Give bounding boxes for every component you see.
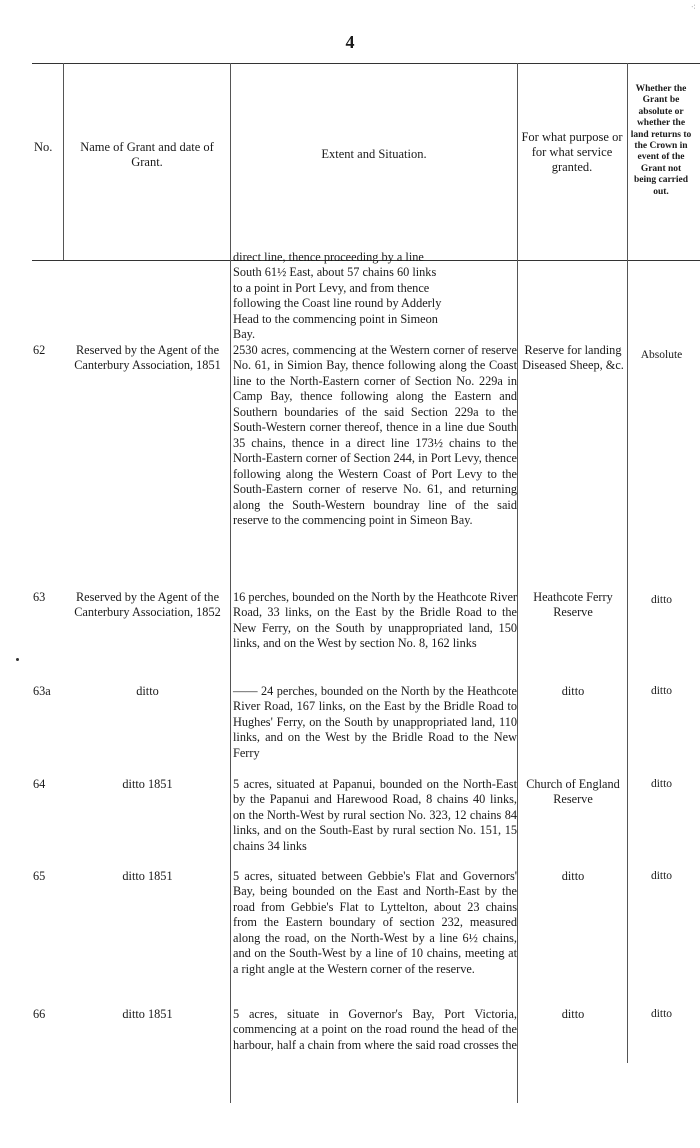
row-no: 63a: [33, 684, 51, 698]
row-extent: 5 acres, situated at Papanui, bounded on the North-East by the Papanui and Harewood Road, 8 chains 40 links, on the North-West by rural section No. 323, 12 chains 84 links, and on the South-East by rural section No. 151, 15 chains 34 links: [233, 777, 517, 853]
row-no: 63: [33, 590, 46, 604]
row-name: ditto 1851: [122, 1007, 173, 1021]
header-name: Name of Grant and date of Grant.: [80, 140, 214, 169]
column-divider: [63, 63, 64, 260]
row-purpose: Reserve for landing Diseased Sheep, &c.: [522, 343, 624, 373]
page-number: 4: [345, 32, 355, 52]
row-purpose: ditto: [561, 869, 585, 883]
column-divider: [230, 63, 231, 1103]
row-purpose: Heathcote Ferry Reserve: [533, 590, 613, 620]
stray-ink-dot: [16, 658, 19, 661]
column-divider: [627, 63, 628, 1063]
row-absolute: Absolute: [640, 349, 683, 361]
row-extent: 5 acres, situated between Gebbie's Flat and Governors' Bay, being bounded on the East and North-East by the road from Gebbie's Flat to Lyttelton, about 23 chains from the Eastern boundary of section 232, measured along the road, on the North-West by a line 6½ chains, and on the South-West by a line of 10 chains, meeting at a right angle at the Western corner of the reserve.: [233, 869, 517, 976]
continuation-line: South 61½ East, about 57 chains 60 links: [233, 265, 437, 280]
continuation-line: following the Coast line round by Adderly: [233, 296, 442, 311]
row-absolute: ditto: [650, 778, 673, 790]
row-name: ditto: [136, 684, 159, 698]
row-name: ditto 1851: [122, 777, 173, 791]
row-extent: —— 24 perches, bounded on the North by the Heathcote River Road, 167 links, on the East by the Bridle Road to Hughes' Ferry, on the South by unappropriated land, 110 links, and on the West by the Bridle Road to the New Ferry: [233, 684, 517, 760]
row-absolute: ditto: [650, 1008, 673, 1020]
extent-continuation: [233, 250, 517, 343]
header-no: No.: [34, 140, 53, 154]
row-purpose: ditto: [561, 684, 585, 698]
header-absolute: Whether the Grant be absolute or whether the land returns to the Crown in event of the Grant not being carried out.: [630, 84, 692, 197]
row-extent: 5 acres, situate in Governor's Bay, Port Victoria, commencing at a point on the road round the head of the harbour, half a chain from where the said road crosses the: [233, 1007, 517, 1052]
header-extent: Extent and Situation.: [321, 147, 427, 161]
corner-mark: ⁖: [690, 2, 696, 12]
continuation-line: Bay.: [233, 327, 256, 342]
row-no: 65: [33, 869, 46, 883]
row-name: Reserved by the Agent of the Canterbury Association, 1851: [74, 343, 221, 373]
row-no: 66: [33, 1007, 46, 1021]
row-extent: 16 perches, bounded on the North by the Heathcote River Road, 33 links, on the East by the Bridle Road to the New Ferry, on the South by unappropriated land, 150 links, and on the West by section No. 8, 162 links: [233, 590, 517, 651]
row-no: 64: [33, 777, 46, 791]
row-absolute: ditto: [650, 870, 673, 882]
row-purpose: Church of England Reserve: [526, 777, 620, 807]
row-absolute: ditto: [650, 594, 673, 606]
row-purpose: ditto: [561, 1007, 585, 1021]
row-absolute: ditto: [650, 685, 673, 697]
row-name: ditto 1851: [122, 869, 173, 883]
continuation-line: Head to the commencing point in Simeon: [233, 311, 438, 326]
table-top-rule: [32, 63, 700, 64]
row-no: 62: [33, 343, 46, 357]
continuation-line: direct line, thence proceeding by a line: [233, 250, 424, 264]
column-divider: [517, 63, 518, 1103]
row-name: Reserved by the Agent of the Canterbury Association, 1852: [74, 590, 221, 620]
header-purpose: For what purpose or for what service granted.: [521, 130, 623, 174]
row-extent: 2530 acres, commencing at the Western corner of reserve No. 61, in Simion Bay, thence following along the Coast line to the North-Eastern corner of Section No. 229a in Camp Bay, thence following along the Eastern and Southern boundaries of the said Section 229a to the South-Western corner thereof, thence in a line due South 35 chains, thence in a direct line 173½ chains to the North-Eastern corner of Section 244, in Port Levy, thence following along the Western Coast of Port Levy to the South-Eastern corner of reserve No. 61, and returning along the South-Western boundray line of the said reserve to the commencing point in Simeon Bay.: [233, 343, 517, 527]
continuation-line: to a point in Port Levy, and from thence: [233, 280, 430, 295]
